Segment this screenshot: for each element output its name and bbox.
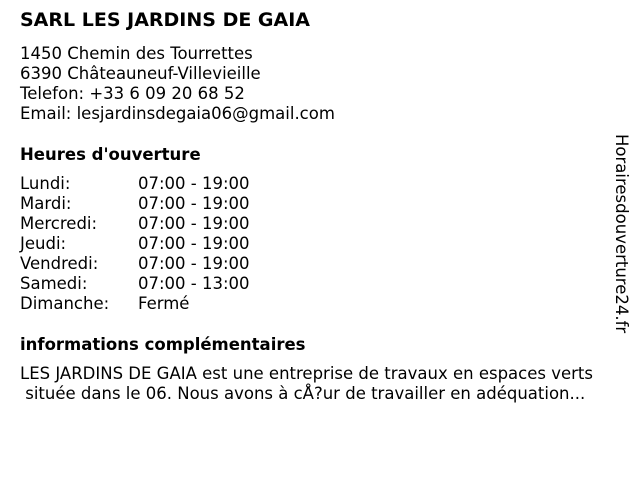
- day-label: Jeudi:: [20, 234, 67, 253]
- description-line: LES JARDINS DE GAIA est une entreprise de travaux en espaces verts: [20, 364, 593, 383]
- time-range: 07:00 - 19:00: [138, 254, 250, 273]
- day-label: Mardi:: [20, 194, 72, 213]
- time-range: 07:00 - 13:00: [138, 274, 250, 293]
- day-label: Samedi:: [20, 274, 88, 293]
- opening-hours-heading: Heures d'ouverture: [20, 145, 201, 164]
- description-line: située dans le 06. Nous avons à cÅ?ur de travailler en adéquation...: [20, 384, 586, 403]
- street-address: 1450 Chemin des Tourrettes: [20, 44, 253, 63]
- day-label: Lundi:: [20, 174, 71, 193]
- time-range: 07:00 - 19:00: [138, 234, 250, 253]
- day-label: Vendredi:: [20, 254, 99, 273]
- company-description: [20, 364, 632, 404]
- site-watermark-text: Horairesdouverture24.fr: [612, 134, 631, 334]
- address-block: [20, 44, 335, 124]
- time-range: 07:00 - 19:00: [138, 194, 250, 213]
- day-label: Mercredi:: [20, 214, 98, 233]
- additional-info-heading: informations complémentaires: [20, 335, 306, 354]
- city-address: 6390 Châteauneuf-Villevieille: [20, 64, 261, 83]
- email-address: Email: lesjardinsdegaia06@gmail.com: [20, 104, 335, 123]
- time-range: 07:00 - 19:00: [138, 174, 250, 193]
- time-range: 07:00 - 19:00: [138, 214, 250, 233]
- phone-number: Telefon: +33 6 09 20 68 52: [20, 84, 245, 103]
- day-label: Dimanche:: [20, 294, 110, 313]
- company-name: SARL LES JARDINS DE GAIA: [20, 9, 311, 31]
- time-range: Fermé: [138, 294, 190, 313]
